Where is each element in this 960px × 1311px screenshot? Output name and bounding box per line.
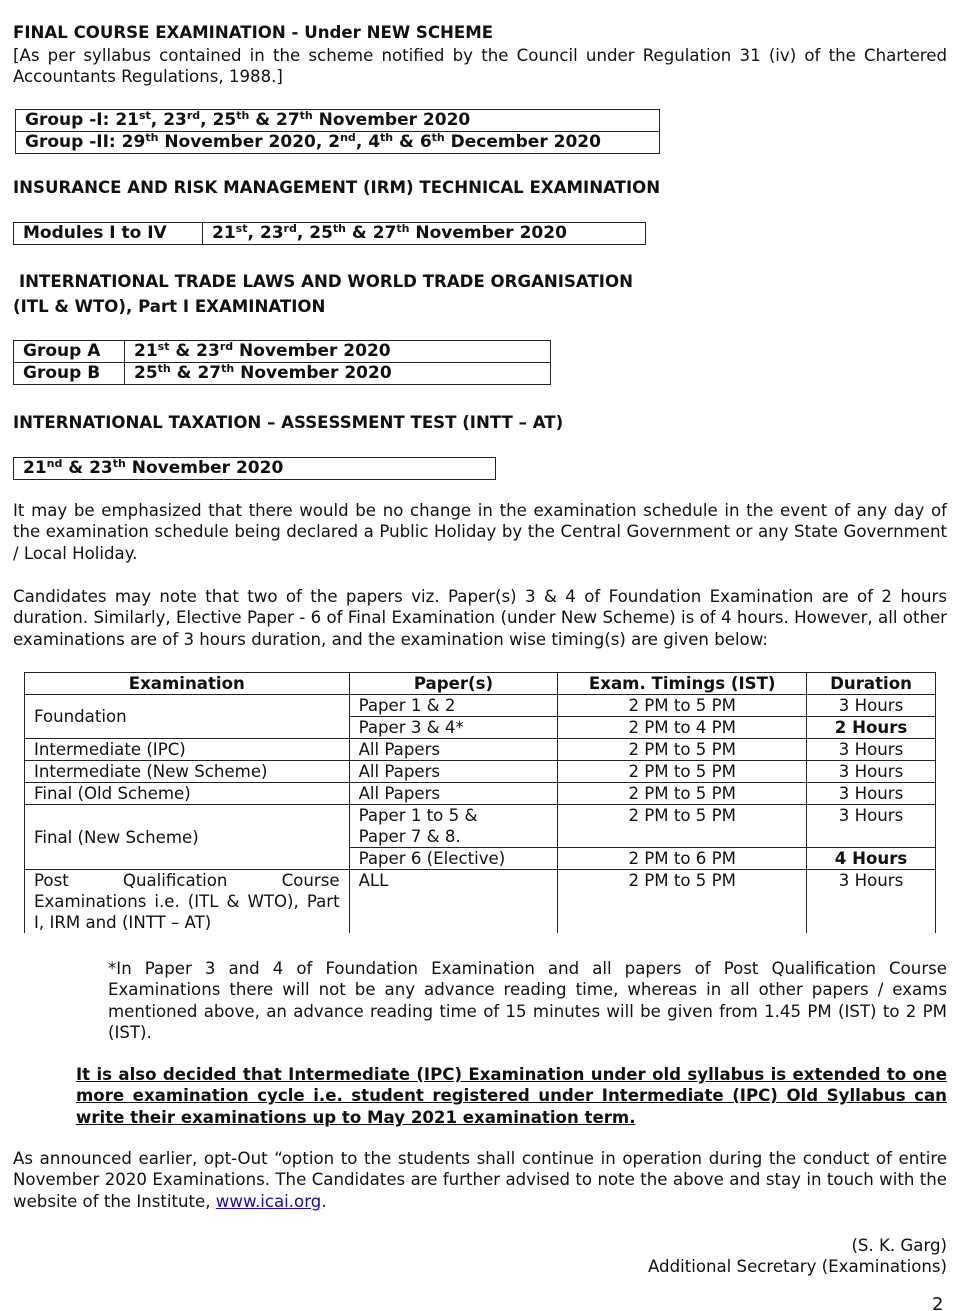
date-ordinal: th — [221, 362, 235, 375]
date-text: & — [393, 132, 420, 152]
date-text: 23 — [163, 110, 187, 130]
date-text: 2 — [328, 132, 341, 152]
date-ordinal: th — [112, 457, 126, 470]
date-cell — [16, 132, 601, 153]
header-papers: Paper(s) — [349, 673, 558, 695]
group-a-dates — [125, 341, 391, 362]
date-text: & — [249, 110, 276, 130]
signatory-name: (S. K. Garg) — [851, 1236, 947, 1255]
date-ordinal: nd — [340, 131, 356, 144]
date-text: & — [169, 341, 197, 361]
date-text: , — [296, 223, 310, 243]
irm-box — [13, 222, 646, 245]
date-text: December 2020 — [444, 132, 601, 152]
table-row — [25, 783, 936, 805]
exam-cell: Intermediate (IPC) — [25, 739, 350, 761]
exam-cell: Final (Old Scheme) — [25, 783, 350, 805]
optout-paragraph — [13, 1148, 947, 1212]
ipc-notice: It is also decided that Intermediate (IPC) Examination under old syllabus is extended to one more examination cycle i.e. student registered under Intermediate (IPC) Old Syllabus can write their examinations up to May 2021 examination term. — [76, 1065, 947, 1127]
date-ordinal: rd — [186, 109, 201, 122]
date-text: November 2020 — [233, 341, 391, 361]
duration-cell: 4 Hours — [807, 848, 936, 870]
group-a-label: Group A — [14, 341, 125, 362]
table-row — [25, 805, 936, 848]
date-text: 25 — [134, 363, 158, 383]
date-ordinal: st — [138, 109, 151, 122]
time-cell: 2 PM to 5 PM — [558, 805, 807, 848]
time-cell: 2 PM to 6 PM — [558, 848, 807, 870]
final-group-2-row — [16, 131, 659, 153]
itl-box — [13, 340, 551, 385]
date-text: & — [346, 223, 373, 243]
date-text: 29 — [121, 132, 146, 152]
time-cell: 2 PM to 5 PM — [558, 783, 807, 805]
exam-cell: Intermediate (New Scheme) — [25, 761, 350, 783]
papers-cell: Paper 3 & 4* — [349, 717, 558, 739]
duration-paragraph: Candidates may note that two of the papers viz. Paper(s) 3 & 4 of Foundation Examination are of 2 hours duration. Similarly, Elective Paper - 6 of Final Examination (under New Scheme) is of 4 hours. However, all other examinations are of 3 hours duration, and the examination wise timing(s) are given below: — [13, 587, 947, 649]
duration-cell: 2 Hours — [807, 717, 936, 739]
irm-label: Modules I to IV — [14, 223, 203, 244]
date-text: 23 — [196, 341, 220, 361]
page-title: FINAL COURSE EXAMINATION - Under NEW SCHEME — [13, 23, 494, 42]
duration-cell: 3 Hours — [807, 783, 936, 805]
time-cell: 2 PM to 5 PM — [558, 695, 807, 717]
header-timings: Exam. Timings (IST) — [558, 673, 807, 695]
papers-cell: Paper 1 & 2 — [349, 695, 558, 717]
group-dates — [115, 110, 470, 130]
website-link[interactable]: www.icai.org — [215, 1191, 322, 1211]
group-dates — [122, 132, 601, 152]
header-examination: Examination — [25, 673, 350, 695]
table-header-row — [25, 673, 936, 695]
date-ordinal: th — [145, 131, 159, 144]
date-ordinal: nd — [46, 457, 63, 470]
papers-cell: Paper 1 to 5 & Paper 7 & 8. — [349, 805, 558, 848]
signatory-title: Additional Secretary (Examinations) — [647, 1257, 947, 1277]
signature-block — [648, 1235, 947, 1278]
date-ordinal: th — [332, 222, 347, 235]
date-ordinal: th — [299, 109, 313, 122]
duration-cell: 3 Hours — [807, 695, 936, 717]
date-ordinal: st — [235, 222, 248, 235]
date-text: , — [247, 223, 260, 243]
group-label: Group -I: — [25, 110, 116, 130]
exam-cell: Post Qualification Course Examinations i.e. (ITL & WTO), Part I, IRM and (INTT – AT) — [25, 870, 350, 934]
footnote: *In Paper 3 and 4 of Foundation Examination and all papers of Post Qualification Course Examinations there will not be any advance reading time, whereas in all other papers / exams mentioned above, an advance reading time of 15 minutes will be given from 1.45 PM (IST) to 2 PM (IST). — [108, 959, 947, 1043]
table-row — [25, 695, 936, 717]
itl-heading-line2: (ITL & WTO), Part I EXAMINATION — [13, 297, 326, 316]
intt-heading: INTERNATIONAL TAXATION – ASSESSMENT TEST (INTT – AT) — [13, 413, 564, 432]
final-dates-box — [15, 109, 660, 154]
date-text: 6 — [419, 132, 432, 152]
date-ordinal: st — [157, 340, 170, 353]
date-ordinal: rd — [219, 340, 234, 353]
table-row — [25, 870, 936, 934]
optout-end: . — [321, 1191, 327, 1211]
duration-cell: 3 Hours — [807, 739, 936, 761]
time-cell: 2 PM to 5 PM — [558, 761, 807, 783]
exam-cell: Final (New Scheme) — [25, 805, 350, 870]
date-text: 25 — [212, 110, 237, 130]
papers-cell: All Papers — [349, 761, 558, 783]
final-group-1-row — [16, 110, 659, 131]
date-text: 4 — [368, 132, 381, 152]
itl-heading-line1: INTERNATIONAL TRADE LAWS AND WORLD TRADE ORGANISATION — [19, 272, 633, 291]
group-b-label: Group B — [14, 363, 125, 384]
date-text: 23 — [89, 458, 113, 478]
date-ordinal: th — [431, 131, 445, 144]
date-text: & — [62, 458, 90, 478]
intt-box — [13, 457, 496, 480]
date-ordinal: th — [236, 109, 250, 122]
page-number: 2 — [932, 1294, 944, 1311]
date-ordinal: th — [396, 222, 410, 235]
time-cell: 2 PM to 5 PM — [558, 739, 807, 761]
papers-cell: All Papers — [349, 783, 558, 805]
table-row — [25, 761, 936, 783]
date-text: November 2020 — [312, 110, 471, 130]
date-text: November 2020 — [409, 223, 567, 243]
intro-paragraph: [As per syllabus contained in the scheme notified by the Council under Regulation 31 (iv) of the Chartered Accountants Regulations, 1988.] — [13, 46, 947, 87]
papers-cell: Paper 6 (Elective) — [349, 848, 558, 870]
exam-timing-table — [24, 672, 936, 933]
optout-text: As announced earlier, opt-Out “option to the students shall continue in operation during the conduct of entire November 2020 Examinations. The Candidates are further advised to note the above and stay in touch with the website of the Institute, — [13, 1149, 947, 1211]
date-text: 27 — [276, 110, 300, 130]
intt-dates — [14, 458, 283, 479]
papers-cell: All Papers — [349, 739, 558, 761]
date-text: November 2020 — [234, 363, 392, 383]
exam-cell: Foundation — [25, 695, 350, 739]
irm-heading: INSURANCE AND RISK MANAGEMENT (IRM) TECHNICAL EXAMINATION — [13, 178, 661, 197]
duration-cell: 3 Hours — [807, 805, 936, 848]
date-ordinal: rd — [283, 222, 297, 235]
date-text: 25 — [309, 223, 333, 243]
date-text: , — [200, 110, 213, 130]
date-ordinal: th — [157, 362, 171, 375]
date-text: November 2020, — [158, 132, 329, 152]
group-label: Group -II: — [25, 132, 122, 152]
date-text: 21 — [134, 341, 158, 361]
table-row — [25, 739, 936, 761]
date-text: , — [355, 132, 369, 152]
holiday-paragraph: It may be emphasized that there would be no change in the examination schedule in the event of any day of the examination schedule being declared a Public Holiday by the Central Government or any State Government / Local Holiday. — [13, 501, 947, 563]
date-text: 21 — [212, 223, 236, 243]
irm-dates — [203, 223, 567, 244]
date-cell — [16, 110, 470, 131]
date-text: 21 — [23, 458, 47, 478]
date-text: 27 — [372, 223, 397, 243]
duration-cell: 3 Hours — [807, 870, 936, 934]
date-text: November 2020 — [125, 458, 284, 478]
date-ordinal: th — [380, 131, 394, 144]
time-cell: 2 PM to 4 PM — [558, 717, 807, 739]
duration-cell: 3 Hours — [807, 761, 936, 783]
date-text: , — [150, 110, 164, 130]
date-text: 21 — [115, 110, 139, 130]
header-duration: Duration — [807, 673, 936, 695]
date-text: 23 — [259, 223, 284, 243]
papers-cell: ALL — [349, 870, 558, 934]
date-text: & — [170, 363, 198, 383]
group-b-dates — [125, 363, 392, 384]
time-cell: 2 PM to 5 PM — [558, 870, 807, 934]
date-text: 27 — [197, 363, 222, 383]
